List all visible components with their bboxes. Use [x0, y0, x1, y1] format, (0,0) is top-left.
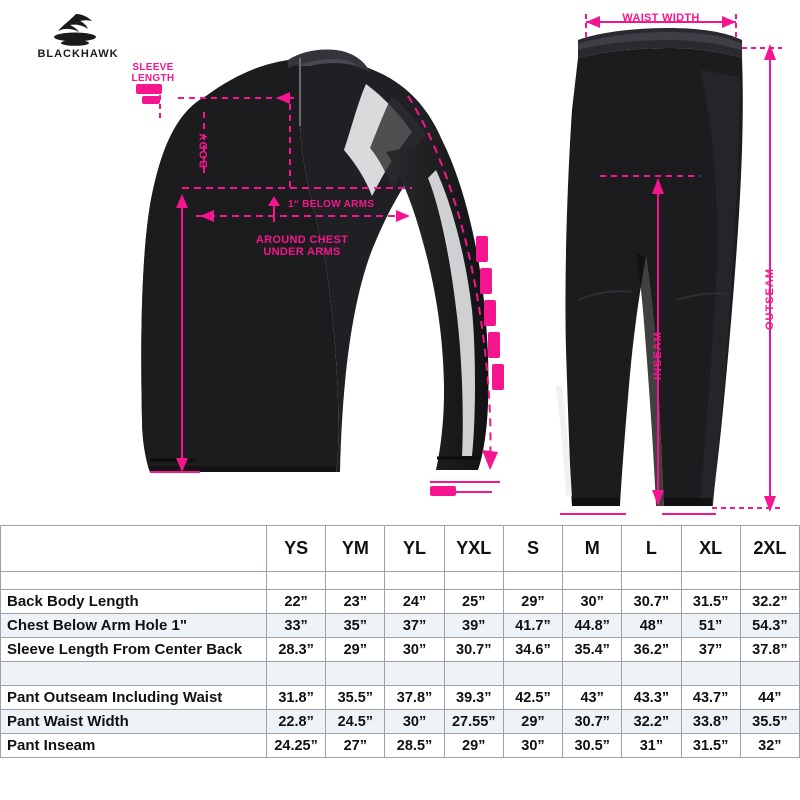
spacer-cell [1, 572, 267, 590]
cell: 30” [503, 734, 562, 758]
cell: 28.3” [266, 638, 325, 662]
column-header-measurement [1, 526, 267, 572]
brand-name: BLACKHAWK [37, 48, 119, 60]
column-header-l: L [622, 526, 681, 572]
cell: 22.8” [266, 710, 325, 734]
cell [503, 662, 562, 686]
label-waist-width: WAIST WIDTH [622, 12, 700, 24]
table-row [1, 710, 800, 734]
cell: 35” [326, 614, 385, 638]
cell: 37.8” [385, 686, 444, 710]
column-header-yl: YL [385, 526, 444, 572]
cell: 30.7” [444, 638, 503, 662]
spacer-cell [622, 572, 681, 590]
cell: 36.2” [622, 638, 681, 662]
cell: 37” [681, 638, 740, 662]
cell: 29” [503, 590, 562, 614]
spacer-cell [385, 572, 444, 590]
cell: 39.3” [444, 686, 503, 710]
cell: 30” [385, 710, 444, 734]
table-row [1, 590, 800, 614]
column-header-ys: YS [266, 526, 325, 572]
label-around-chest: AROUND CHEST UNDER ARMS [255, 234, 349, 259]
cell: 33.8” [681, 710, 740, 734]
cell: 31.5” [681, 590, 740, 614]
cell [563, 662, 622, 686]
cell: 24.5” [326, 710, 385, 734]
spacer-cell [503, 572, 562, 590]
cell: 39” [444, 614, 503, 638]
cell: 30.7” [563, 710, 622, 734]
cell: 29” [444, 734, 503, 758]
row-label: Pant Waist Width [1, 710, 267, 734]
cell [740, 662, 799, 686]
row-label [1, 662, 267, 686]
pants-graphic [556, 28, 743, 506]
row-label: Chest Below Arm Hole 1" [1, 614, 267, 638]
table-row [1, 686, 800, 710]
cell: 48” [622, 614, 681, 638]
spacer-cell [444, 572, 503, 590]
cell: 51” [681, 614, 740, 638]
cell: 30” [563, 590, 622, 614]
column-header-s: S [503, 526, 562, 572]
cell: 44.8” [563, 614, 622, 638]
cell: 54.3” [740, 614, 799, 638]
cell [622, 662, 681, 686]
cell: 31” [622, 734, 681, 758]
table-row [1, 614, 800, 638]
cell: 30” [385, 638, 444, 662]
size-chart-table [0, 525, 800, 800]
cell: 32.2” [622, 710, 681, 734]
cell: 37.8” [740, 638, 799, 662]
cell [444, 662, 503, 686]
spacer-cell [740, 572, 799, 590]
table-row [1, 638, 800, 662]
cell: 30.5” [563, 734, 622, 758]
cell: 32.2” [740, 590, 799, 614]
table-header-row [1, 526, 800, 572]
cell [266, 662, 325, 686]
cell: 22” [266, 590, 325, 614]
cell: 27” [326, 734, 385, 758]
cell [385, 662, 444, 686]
jacket-graphic [141, 49, 488, 472]
row-label: Pant Outseam Including Waist [1, 686, 267, 710]
cell: 35.5” [740, 710, 799, 734]
cell: 35.5” [326, 686, 385, 710]
cell: 32” [740, 734, 799, 758]
label-outseam: OUTSEAM [764, 268, 776, 330]
cell: 23” [326, 590, 385, 614]
spacer-cell [681, 572, 740, 590]
column-header-xl: XL [681, 526, 740, 572]
cell: 34.6” [503, 638, 562, 662]
row-label: Back Body Length [1, 590, 267, 614]
spacer-cell [563, 572, 622, 590]
cell: 30.7” [622, 590, 681, 614]
spacer-cell [326, 572, 385, 590]
measurements-table [0, 525, 800, 758]
cell: 41.7” [503, 614, 562, 638]
table-spacer-row [1, 572, 800, 590]
cell: 29” [503, 710, 562, 734]
spacer-cell [266, 572, 325, 590]
table-row [1, 734, 800, 758]
cell: 31.8” [266, 686, 325, 710]
label-body: BODY [198, 132, 210, 168]
cell: 43.7” [681, 686, 740, 710]
cell: 27.55” [444, 710, 503, 734]
row-label: Sleeve Length From Center Back [1, 638, 267, 662]
cell: 35.4” [563, 638, 622, 662]
row-label: Pant Inseam [1, 734, 267, 758]
cell: 42.5” [503, 686, 562, 710]
cell: 37” [385, 614, 444, 638]
column-header-2xl: 2XL [740, 526, 799, 572]
cell: 31.5” [681, 734, 740, 758]
cell: 43” [563, 686, 622, 710]
label-below-arms: 1“ BELOW ARMS [288, 199, 375, 210]
column-header-ym: YM [326, 526, 385, 572]
cell: 25” [444, 590, 503, 614]
column-header-m: M [563, 526, 622, 572]
cell: 24” [385, 590, 444, 614]
label-sleeve-length-front: SLEEVE LENGTH [131, 62, 175, 85]
cell: 33” [266, 614, 325, 638]
cell [681, 662, 740, 686]
cell: 43.3” [622, 686, 681, 710]
cell: 24.25” [266, 734, 325, 758]
cell: 44” [740, 686, 799, 710]
label-inseam: INSEAM [652, 331, 664, 380]
cell: 29” [326, 638, 385, 662]
cell: 28.5” [385, 734, 444, 758]
column-header-yxl: YXL [444, 526, 503, 572]
table-row-blank [1, 662, 800, 686]
cell [326, 662, 385, 686]
